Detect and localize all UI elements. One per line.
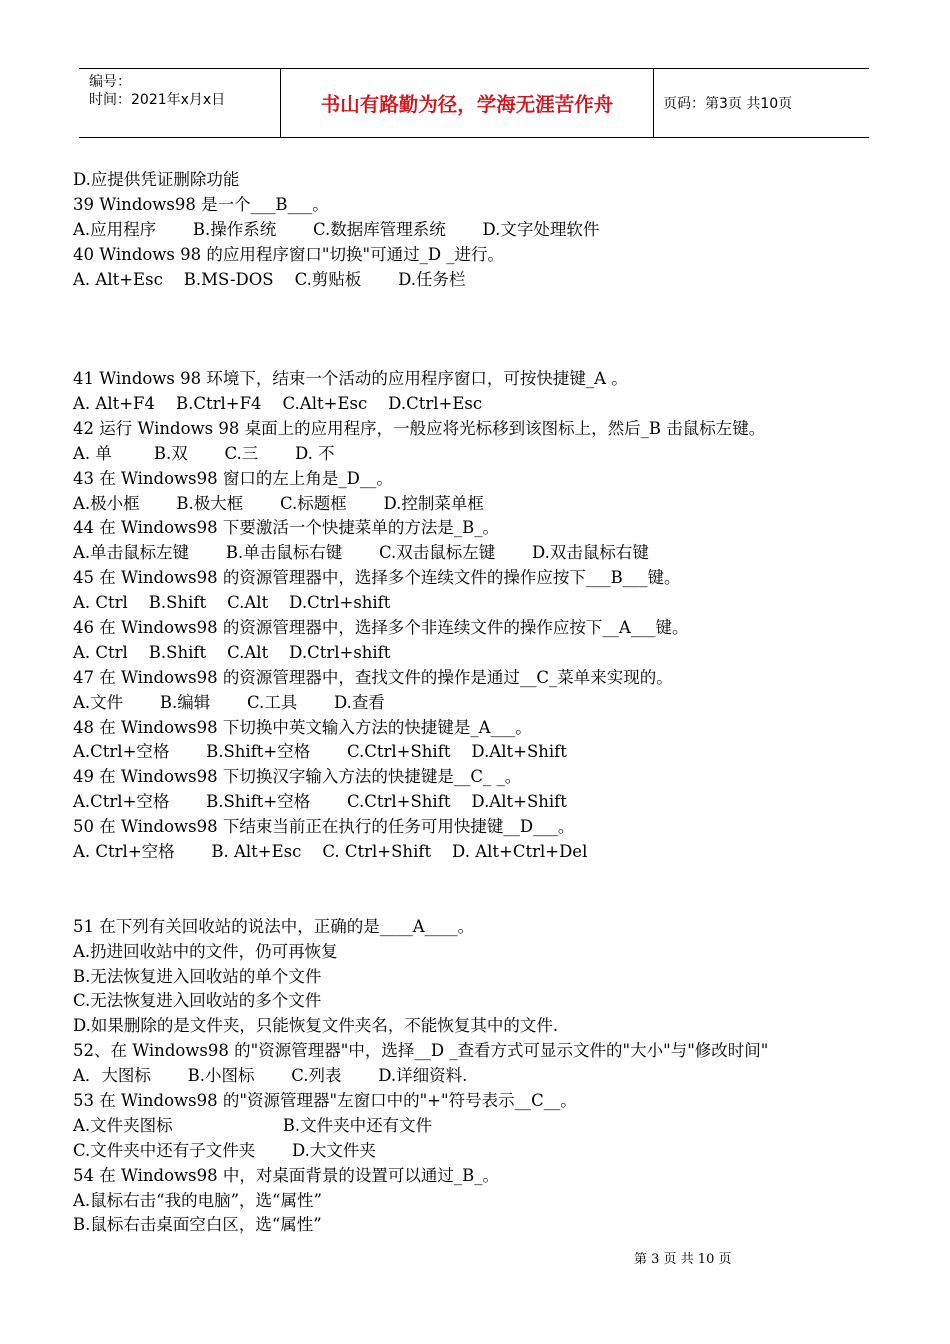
text-line: 44 在 Windows98 下要激活一个快捷菜单的方法是_B_。: [73, 518, 500, 538]
text-line: A. Ctrl+空格 B. Alt+Esc C. Ctrl+Shift D. Alt+Ctrl+Del: [73, 842, 588, 862]
text-line: 48 在 Windows98 下切换中英文输入方法的快捷键是_A___。: [73, 717, 532, 737]
text-line: A.文件 B.编辑 C.工具 D.查看: [73, 692, 385, 712]
text-line: 39 Windows98 是一个___B___。: [73, 194, 329, 214]
text-line: B.无法恢复进入回收站的单个文件: [73, 966, 322, 986]
text-line: A.Ctrl+空格 B.Shift+空格 C.Ctrl+Shift D.Alt+Shift: [73, 792, 567, 812]
text-line: A. Ctrl B.Shift C.Alt D.Ctrl+shift: [73, 593, 391, 613]
text-line: A.文件夹图标 B.文件夹中还有文件: [73, 1115, 433, 1135]
document-body: [73, 168, 893, 1238]
header-motto: 书山有路勤为径，学海无涯苦作舟: [281, 69, 654, 137]
text-line: C.文件夹中还有子文件夹 D.大文件夹: [73, 1140, 376, 1160]
page-header: [79, 68, 869, 138]
text-line: A.鼠标右击“我的电脑”，选“属性”: [73, 1190, 322, 1210]
blank-line: [73, 865, 893, 890]
text-line: 51 在下列有关回收站的说法中，正确的是____A____。: [73, 916, 475, 936]
text-line: A.Ctrl+空格 B.Shift+空格 C.Ctrl+Shift D.Alt+Shift: [73, 742, 567, 762]
text-line: 54 在 Windows98 中，对桌面背景的设置可以通过_B_。: [73, 1165, 500, 1185]
text-line: B.鼠标右击桌面空白区，选“属性”: [73, 1215, 322, 1235]
blank-line: [73, 342, 893, 367]
text-line: A．大图标 B.小图标 C.列表 D.详细资料.: [73, 1066, 468, 1086]
text-line: 52、在 Windows98 的"资源管理器"中，选择__D _查看方式可显示文件的"大小"与"修改时间": [73, 1041, 769, 1061]
text-line: 46 在 Windows98 的资源管理器中，选择多个非连续文件的操作应按下__A___键。: [73, 618, 689, 638]
text-line: 47 在 Windows98 的资源管理器中，查找文件的操作是通过__C_菜单来实现的。: [73, 667, 673, 687]
blank-line: [73, 890, 893, 915]
text-line: A. Alt+F4 B.Ctrl+F4 C.Alt+Esc D.Ctrl+Esc: [73, 394, 483, 414]
header-time-label: 时间：2021年x月x日: [89, 92, 226, 108]
header-code-label: 编号：: [89, 74, 131, 90]
text-line: 53 在 Windows98 的"资源管理器"左窗口中的"+"符号表示__C__。: [73, 1090, 577, 1110]
text-line: A. Ctrl B.Shift C.Alt D.Ctrl+shift: [73, 642, 391, 662]
text-line: 40 Windows 98 的应用程序窗口"切换"可通过_D _进行。: [73, 244, 505, 264]
text-line: A. 单 B.双 C.三 D. 不: [73, 443, 335, 463]
header-page-info: 页码：第3页 共10页: [663, 96, 793, 112]
text-line: A.扔进回收站中的文件，仍可再恢复: [73, 941, 338, 961]
blank-line: [73, 292, 893, 317]
text-line: A.单击鼠标左键 B.单击鼠标右键 C.双击鼠标左键 D.双击鼠标右键: [73, 543, 649, 563]
text-line: D.应提供凭证删除功能: [73, 170, 240, 189]
text-line: A.应用程序 B.操作系统 C.数据库管理系统 D.文字处理软件: [73, 219, 600, 239]
page-footer: 第 3 页 共 10 页: [634, 1252, 732, 1267]
text-line: A.极小框 B.极大框 C.标题框 D.控制菜单框: [73, 493, 484, 513]
text-line: 41 Windows 98 环境下，结束一个活动的应用程序窗口，可按快捷键_A 。: [73, 369, 628, 389]
blank-line: [73, 317, 893, 342]
text-line: 45 在 Windows98 的资源管理器中，选择多个连续文件的操作应按下___B___键。: [73, 568, 681, 588]
text-line: 43 在 Windows98 窗口的左上角是_D__。: [73, 468, 393, 488]
text-line: D.如果删除的是文件夹，只能恢复文件夹名，不能恢复其中的文件.: [73, 1016, 559, 1036]
text-line: 50 在 Windows98 下结束当前正在执行的任务可用快捷键__D___。: [73, 817, 575, 837]
text-line: 49 在 Windows98 下切换汉字输入方法的快捷键是__C_ _。: [73, 767, 522, 787]
header-meta: [79, 69, 281, 137]
text-line: A. Alt+Esc B.MS-DOS C.剪贴板 D.任务栏: [73, 269, 466, 289]
text-line: 42 运行 Windows 98 桌面上的应用程序，一般应将光标移到该图标上，然后_B 击鼠标左键。: [73, 418, 766, 438]
text-line: C.无法恢复进入回收站的多个文件: [73, 991, 322, 1011]
